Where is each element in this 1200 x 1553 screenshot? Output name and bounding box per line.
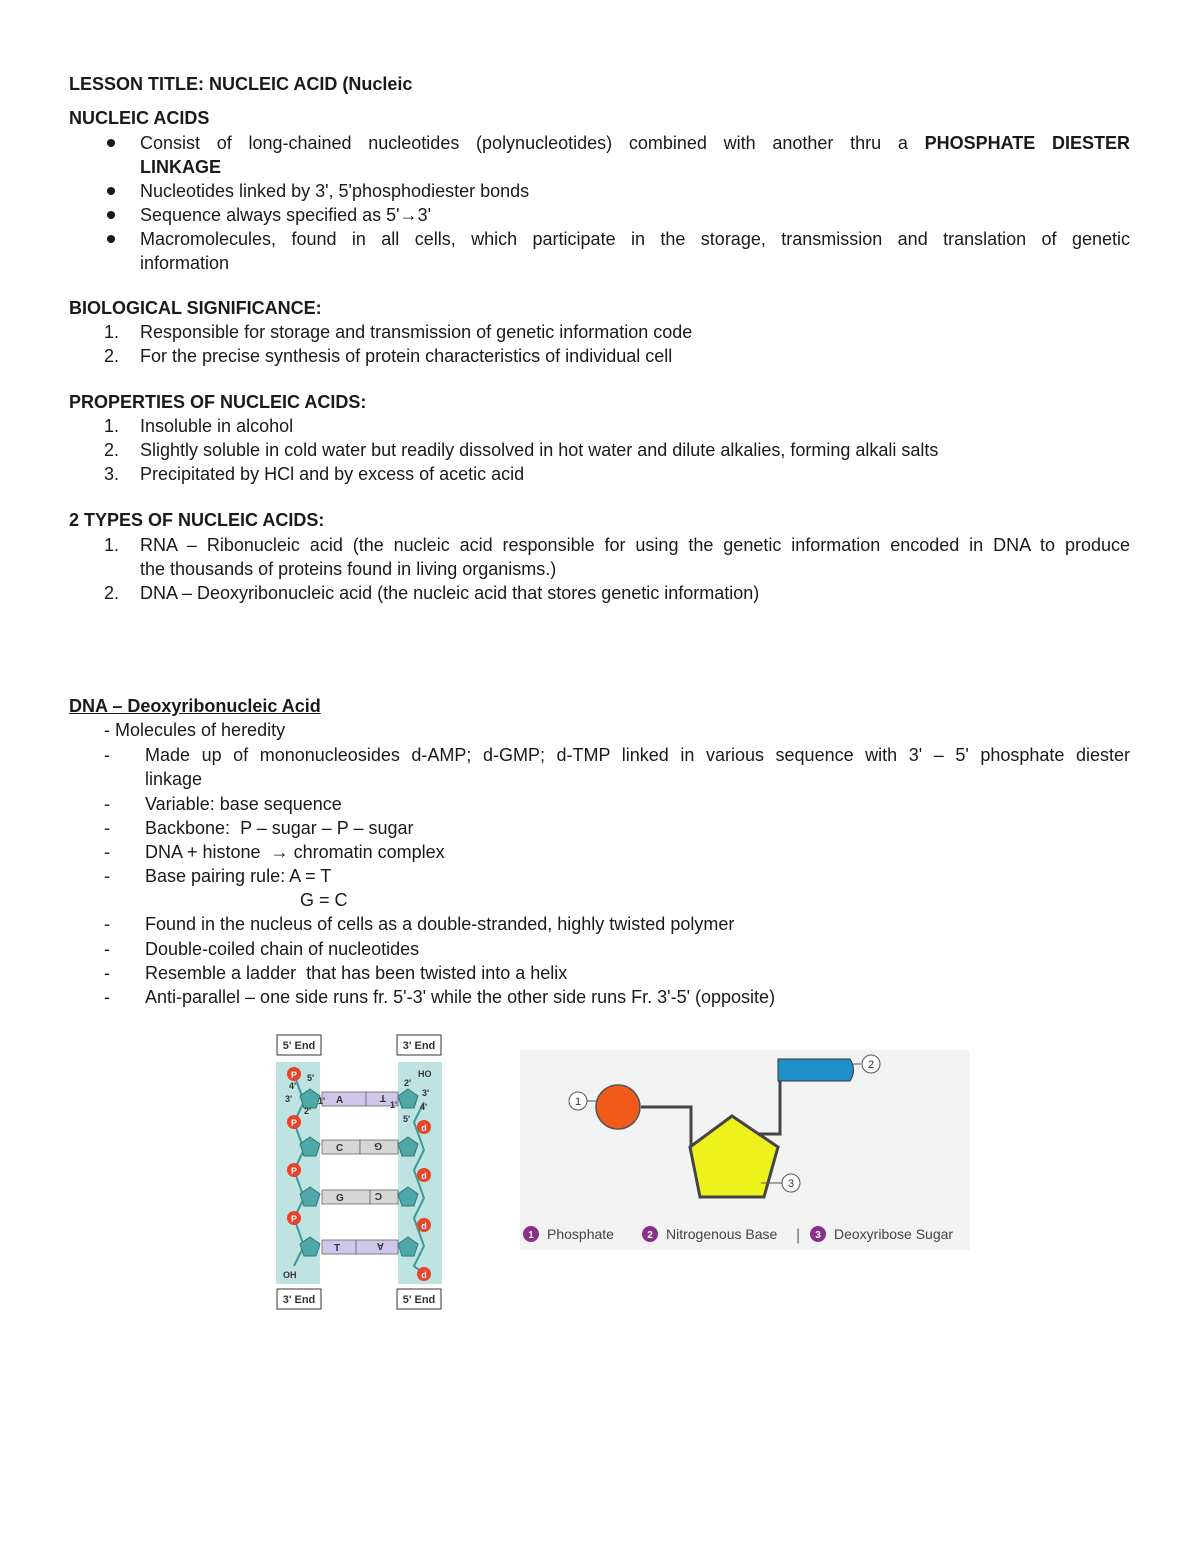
- base-letter: A: [376, 1240, 384, 1251]
- bullet-icon: [107, 211, 115, 219]
- legend-number: 1: [528, 1230, 534, 1241]
- list-text: DNA – Deoxyribonucleic acid (the nucleic acid that stores genetic information): [140, 583, 760, 603]
- callout-number: 3: [787, 1178, 795, 1190]
- base-letter: A: [336, 1095, 344, 1106]
- legend-number: 2: [647, 1230, 653, 1241]
- phosphate-label: P: [290, 1118, 298, 1128]
- list-text: For the precise synthesis of protein characteristics of individual cell: [140, 346, 673, 366]
- dash-text: linkage: [145, 769, 203, 789]
- dna-subtitle: - Molecules of heredity: [104, 720, 286, 740]
- list-number: 2.: [104, 440, 120, 460]
- carbon-label: 2': [304, 1106, 312, 1116]
- list-item: [104, 533, 1130, 581]
- phosphate-circle: [596, 1085, 640, 1129]
- bullet-icon: [107, 235, 115, 243]
- dash-marker: -: [104, 866, 110, 886]
- carbon-label: 1': [318, 1096, 326, 1106]
- legend-separator: |: [796, 1227, 801, 1244]
- bullet-text: Nucleotides linked by 3', 5'phosphodiester bonds: [140, 181, 530, 201]
- nitrogenous-base-bar: [778, 1059, 854, 1081]
- dash-marker: -: [104, 939, 110, 959]
- bullet-item: [104, 131, 1130, 179]
- base-letter: T: [334, 1243, 341, 1254]
- lesson-title: LESSON TITLE: NUCLEIC ACID (Nucleic: [69, 74, 413, 94]
- end-label-bottom-right: 5' End: [402, 1294, 436, 1306]
- list-number: 1.: [104, 416, 120, 436]
- carbon-label: 4': [289, 1081, 297, 1091]
- list-number: 2.: [104, 346, 120, 366]
- base-rung-left: [322, 1190, 370, 1204]
- list-text: Responsible for storage and transmission of genetic information code: [140, 322, 693, 342]
- bullet-icon: [107, 139, 115, 147]
- nucleic-acids-heading: NUCLEIC ACIDS: [69, 108, 210, 128]
- base-rung-left: [322, 1092, 366, 1106]
- dash-marker: -: [104, 794, 110, 814]
- bullet-text: Macromolecules, found in all cells, which participate in the storage, transmission and translation of genetic: [140, 229, 1130, 249]
- legend: [523, 1226, 953, 1244]
- legend-label: Phosphate: [547, 1226, 614, 1242]
- dash-marker: -: [104, 745, 110, 765]
- phosphate-label: d: [421, 1270, 427, 1280]
- dash-item: [104, 864, 1130, 912]
- bullet-bold-text: PHOSPHATE DIESTER: [924, 133, 1130, 153]
- base-letter: C: [374, 1190, 382, 1201]
- list-item: [104, 414, 1130, 438]
- dash-text: Backbone: P – sugar – P – sugar: [145, 818, 414, 838]
- legend-label: Deoxyribose Sugar: [834, 1226, 954, 1242]
- end-label-bottom-left: 3' End: [282, 1294, 316, 1306]
- list-item: [104, 438, 1130, 462]
- carbon-label: 5': [403, 1114, 411, 1124]
- dash-text: Anti-parallel – one side runs fr. 5'-3' while the other side runs Fr. 3'-5' (opposite): [145, 987, 776, 1007]
- bullet-text: Consist of long-chained nucleotides (polynucleotides) combined with another thru a: [140, 133, 908, 153]
- bullet-text: Sequence always specified as 5'→3': [140, 205, 432, 225]
- end-label-top-right: 3' End: [402, 1040, 436, 1052]
- phosphate-label: P: [290, 1166, 298, 1176]
- dash-text: Double-coiled chain of nucleotides: [145, 939, 420, 959]
- dna-heading: DNA – Deoxyribonucleic Acid: [69, 696, 321, 716]
- bullet-item: [104, 179, 1130, 203]
- oh-label: OH: [283, 1270, 297, 1280]
- carbon-label: 4': [420, 1102, 428, 1112]
- list-item: [104, 344, 1130, 368]
- list-text: the thousands of proteins found in living organisms.): [140, 559, 557, 579]
- dash-marker: -: [104, 818, 110, 838]
- callout-number: 2: [867, 1059, 875, 1071]
- callout-number: 1: [574, 1096, 582, 1108]
- phosphate-label: d: [421, 1171, 427, 1181]
- carbon-label: 2': [404, 1078, 412, 1088]
- bullet-item: [104, 227, 1130, 275]
- legend-label: Nitrogenous Base: [666, 1226, 778, 1242]
- dash-text: Variable: base sequence: [145, 794, 342, 814]
- dna-ladder-diagram: [270, 1032, 450, 1314]
- biological-significance-heading: BIOLOGICAL SIGNIFICANCE:: [69, 298, 322, 318]
- nucleotide-diagram: [520, 1050, 970, 1250]
- base-letter: G: [336, 1193, 344, 1204]
- list-item: [104, 320, 1130, 344]
- phosphate-label: d: [421, 1123, 427, 1133]
- base-letter: G: [374, 1140, 382, 1151]
- dash-text: Base pairing rule: A = T: [145, 866, 332, 886]
- list-item: [104, 581, 1130, 605]
- bullet-icon: [107, 187, 115, 195]
- base-letter: C: [336, 1143, 344, 1154]
- legend-number: 3: [815, 1230, 821, 1241]
- dash-text: Resemble a ladder that has been twisted into a helix: [145, 963, 568, 983]
- phosphate-label: P: [290, 1214, 298, 1224]
- bullet-item: [104, 203, 1130, 227]
- dash-text: Made up of mononucleosides d-AMP; d-GMP; d-TMP linked in various sequence with 3' – 5' phosphate diester: [145, 745, 1130, 765]
- list-text: Insoluble in alcohol: [140, 416, 294, 436]
- list-number: 2.: [104, 583, 120, 603]
- types-heading: 2 TYPES OF NUCLEIC ACIDS:: [69, 510, 325, 530]
- phosphate-label: P: [290, 1070, 298, 1080]
- list-item: [104, 462, 1130, 486]
- list-number: 1.: [104, 322, 120, 342]
- carbon-label: 3': [285, 1094, 293, 1104]
- carbon-label: 1': [390, 1100, 398, 1110]
- properties-heading: PROPERTIES OF NUCLEIC ACIDS:: [69, 392, 367, 412]
- carbon-label: 5': [307, 1073, 315, 1083]
- list-number: 1.: [104, 535, 120, 555]
- phosphate-label: d: [421, 1221, 427, 1231]
- ho-label: HO: [418, 1069, 432, 1079]
- end-label-top-left: 5' End: [282, 1040, 316, 1052]
- base-letter: T: [379, 1092, 386, 1103]
- dash-marker: -: [104, 842, 110, 862]
- dash-item: [104, 743, 1130, 791]
- list-text: Precipitated by HCl and by excess of acetic acid: [140, 464, 525, 484]
- bullet-text: information: [140, 253, 230, 273]
- carbon-label: 3': [422, 1088, 430, 1098]
- dash-text: G = C: [300, 890, 348, 910]
- bullet-bold-text: LINKAGE: [140, 157, 221, 177]
- list-text: RNA – Ribonucleic acid (the nucleic acid responsible for using the genetic information encoded in DNA to produce: [140, 535, 1130, 555]
- base-pair-rungs: [322, 1092, 398, 1254]
- base-rung-right: [370, 1190, 398, 1204]
- dash-marker: -: [104, 914, 110, 934]
- list-number: 3.: [104, 464, 120, 484]
- dash-marker: -: [104, 987, 110, 1007]
- dash-text: DNA + histone → chromatin complex: [145, 842, 445, 862]
- list-text: Slightly soluble in cold water but readily dissolved in hot water and dilute alkalies, forming alkali salts: [140, 440, 939, 460]
- dash-text: Found in the nucleus of cells as a double-stranded, highly twisted polymer: [145, 914, 735, 934]
- dash-marker: -: [104, 963, 110, 983]
